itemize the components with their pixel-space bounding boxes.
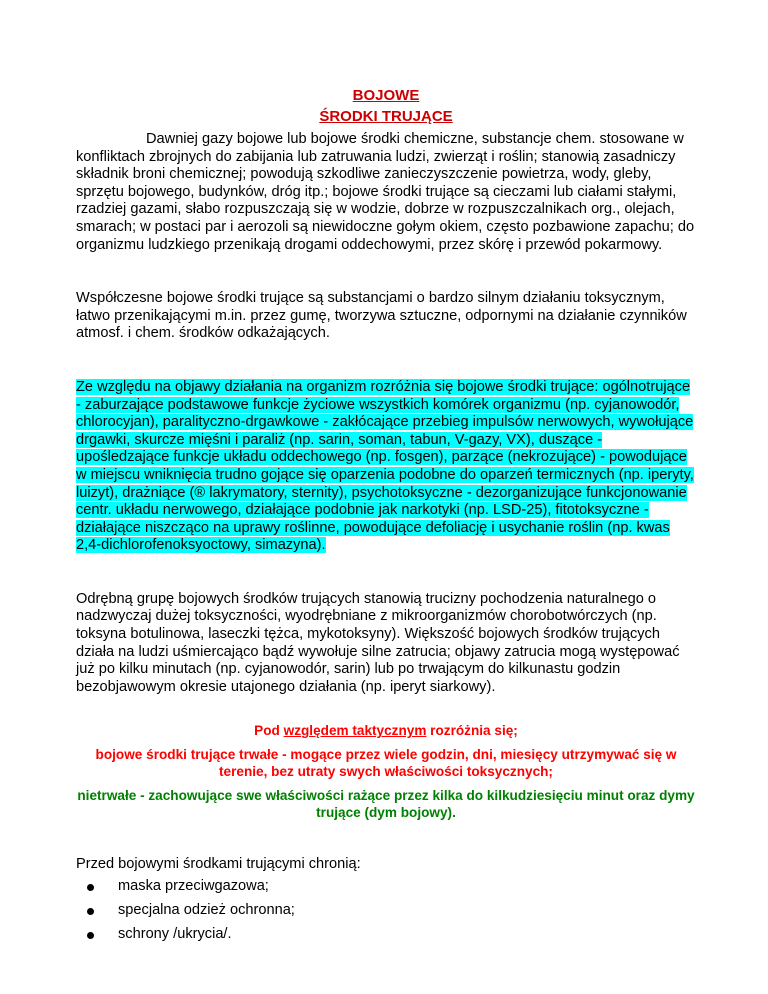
bullet-icon [87,908,94,915]
list-item: schrony /ukrycia/. [76,926,696,944]
list-item: maska przeciwgazowa; [76,878,696,896]
paragraph-definition: Dawniej gazy bojowe lub bojowe środki chemiczne, substancje chem. stosowane w konfliktach zbrojnych do zabijania lub zatruwania ludzi, zwierząt i roślin; stanowią zasadniczy składnik broni chemicznej; powodują szkodliwe zanieczyszczenie powietrza, wody, gleby, sprzętu bojowego, budynków, dróg itp.; bojowe środki trujące są cieczami lub ciałami stałymi, rzadziej gazami, słabo rozpuszczają się w wodzie, dobrze w rozpuszczalnikach org., olejach, smarach; w postaci par i aerozoli są niewidoczne gołym okiem, często pozbawione zapachu; do organizmu ludzkiego przenikają drogami oddechowymi, przez skórę i przewód pokarmowy. [76,131,695,253]
highlighted-text: Ze względu na objawy działania na organizm rozróżnia się bojowe środki trujące: ogólnotrujące - zaburzające podstawowe funkcje życiowe wszystkich komórek organizmu (np. cyjanowodór, chlorocyjan), paralityczno-drgawkowe - zakłócające przebieg impulsów nerwowych, wywołujące drgawki, skurcze mięśni i paraliż (np. sarin, soman, tabun, V-gazy, VX), duszące - upośledzające funkcje układu oddechowego (np. fosgen), parzące (nekrozujące) - powodujące w miejscu wniknięcia trudno gojące się oparzenia podobne do oparzeń termicznych (np. iperyty, luizyt), drażniące (® lakrymatory, sternity), psychotoksyczne - dezorganizujące funkcjonowanie centr. układu nerwowego, działające podobnie jak narkotyki (np. LSD-25), fitotoksyczne - działające niszcząco na uprawy roślinne, powodujące defoliację i usychanie roślin (np. kwas 2,4-dichlorofenoksyoctowy, simazyna). [76,378,694,554]
bullet-icon [87,884,94,891]
tactical-persistent: bojowe środki trujące trwałe - mogące przez wiele godzin, dni, miesięcy utrzymywać się w terenie, bez utraty swych właściwości toksycznych; [95,746,677,780]
bullet-icon [87,932,94,939]
title-line-2: ŚRODKI TRUJĄCE [319,108,453,125]
tactical-heading: Pod względem taktycznym rozróżnia się; [254,723,518,739]
paragraph-natural-toxins: Odrębną grupę bojowych środków trujących stanowią trucizny pochodzenia naturalnego o nadzwyczaj dużej toksyczności, wyodrębniane z mikroorganizmów chorobotwórczych (np. toksyna botulinowa, laseczki tężca, mykotoksyny). Większość bojowych środków trujących działa na ludzi uśmiercająco bądź wywołuje silne zatrucia; objawy zatrucia mogą występować już po kilku minutach (np. cyjanowodór, sarin) lub po trwającym do kilkunastu godzin bezobjawowym okresie utajonego działania (np. iperyt siarkowy). [76,590,680,695]
protection-intro: Przed bojowymi środkami trującymi chronią: [76,855,361,872]
paragraph-modern-agents: Współczesne bojowe środki trujące są substancjami o bardzo silnym działaniu toksycznym, łatwo przenikającymi m.in. przez gumę, tworzywa sztuczne, odpornymi na działanie czynników atmosf. i chem. środków odkażających. [76,290,687,342]
title-line-1: BOJOWE [352,87,420,104]
protection-list [76,878,696,944]
tactical-heading-underlined: względem taktycznym [283,723,427,739]
document-page [76,86,696,950]
list-item: specjalna odzież ochronna; [76,902,696,920]
paragraph-classification-highlighted [76,379,696,555]
tactical-nonpersistent: nietrwałe - zachowujące swe właściwości rażące przez kilka do kilkudziesięciu minut oraz dymy trujące (dym bojowy). [77,787,695,821]
